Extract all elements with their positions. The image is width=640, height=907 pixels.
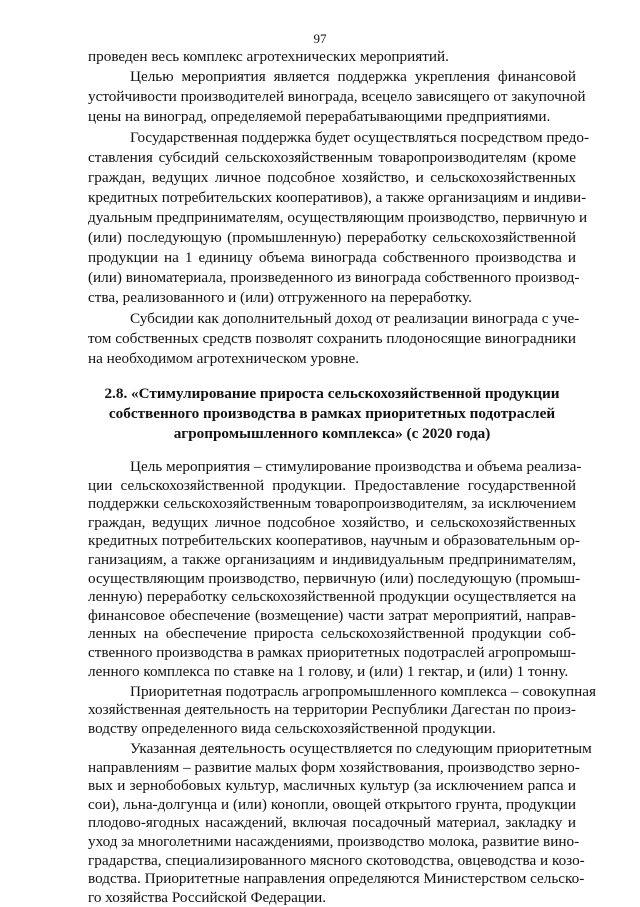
paragraph-line: ганизациям, а также организациям и индивидуальным предпринимателям,: [88, 551, 576, 568]
paragraph-line: устойчивости производителей винограда, всецело зависящего от закупочной: [88, 88, 586, 105]
paragraph-line: ленных на обеспечение прироста сельскохозяйственной продукции соб-: [88, 625, 576, 643]
section-heading-line: собственного производства в рамках приоритетных подотраслей: [108, 405, 556, 422]
paragraph-line: Цель мероприятия – стимулирование производства и объема реализа-: [130, 458, 582, 475]
paragraph-line: проведен весь комплекс агротехнических мероприятий.: [88, 48, 449, 65]
paragraph-line: на необходимом агротехническом уровне.: [88, 350, 360, 367]
paragraph-line: граждан, ведущих личное подсобное хозяйство, и сельскохозяйственных: [88, 169, 576, 186]
section-heading-line: агропромышленного комплекса» (с 2020 года): [173, 425, 491, 442]
paragraph-line: кредитных потребительских кооперативов, научным и образовательным ор-: [88, 532, 580, 550]
page-number: 97: [313, 31, 327, 46]
paragraph-line: Субсидии как дополнительный доход от реализации винограда с уче-: [130, 310, 580, 327]
paragraph-line: Государственная поддержка будет осуществляться посредством предо-: [130, 129, 589, 146]
paragraph-line: осуществляющим производство, первичную (или) последующую (промыш-: [88, 569, 581, 587]
paragraph-line: продукции на 1 единицу объема винограда собственного производства и: [88, 249, 576, 266]
paragraph-line: том собственных средств позволят сохранить плодоносящие виноградники: [88, 330, 576, 347]
paragraph-line: го хозяйства Российской Федерации.: [88, 888, 327, 906]
section-heading-line: 2.8. «Стимулирование прироста сельскохозяйственной продукции: [104, 385, 560, 402]
paragraph-line: плодово-ягодных насаждений, включая посадочный материал, закладку и: [88, 814, 576, 832]
paragraph-line: Целью мероприятия является поддержка укрепления финансовой: [130, 68, 576, 85]
paragraph-line: Приоритетная подотрасль агропромышленного комплекса – совокупная: [130, 682, 596, 700]
paragraph-line: ленного комплекса по ставке на 1 голову, и (или) 1 гектар, и (или) 1 тонну.: [88, 662, 569, 680]
paragraph-line: градарства, специализированного мясного скотоводства, овцеводства и козо-: [88, 851, 585, 869]
paragraph-line: ции сельскохозяйственной продукции. Предоставление государственной: [88, 476, 576, 494]
paragraph-line: уход за многолетними насаждениями, производство молока, развитие вино-: [88, 833, 580, 850]
paragraph-line: кредитных потребительских кооперативов), а также организациям и индиви-: [88, 189, 587, 206]
paragraph-line: ственного производства в рамках приоритетных подотраслей агропромыш-: [88, 644, 576, 661]
paragraph-line: Указанная деятельность осуществляется по следующим приоритетным: [130, 740, 592, 757]
paragraph-line: ставления субсидий сельскохозяйственным товаропроизводителям (кроме: [88, 149, 576, 166]
paragraph-line: граждан, ведущих личное подсобное хозяйство, и сельскохозяйственных: [88, 513, 576, 531]
paragraph-line: финансовое обеспечение (возмещение) части затрат мероприятий, направ-: [88, 606, 576, 624]
paragraph-line: ства, реализованного и (или) отгруженного на переработку.: [88, 289, 472, 306]
paragraph-line: водству определенного вида сельскохозяйственной продукции.: [88, 719, 496, 737]
paragraph-line: направлениям – развитие малых форм хозяйствования, производство зерно-: [88, 758, 580, 776]
paragraph-line: водства. Приоритетные направления определяются Министерством сельско-: [88, 870, 585, 888]
paragraph-line: (или) виноматериала, произведенного из винограда собственного производ-: [88, 269, 580, 286]
paragraph-line: ленную) переработку сельскохозяйственной продукции осуществляется на: [88, 588, 576, 606]
paragraph-line: вых и зернобобовых культур, масличных культур (за исключением рапса и: [88, 777, 576, 795]
paragraph-line: поддержки сельскохозяйственным товаропроизводителям, за исключением: [88, 495, 576, 513]
paragraph-line: сои), льна-долгунца и (или) конопли, овощей открытого грунта, продукции: [88, 795, 576, 813]
paragraph-line: дуальным предпринимателям, осуществляющим производство, первичную и: [88, 209, 588, 226]
paragraph-line: (или) последующую (промышленную) переработку сельскохозяйственной: [88, 229, 576, 246]
paragraph-line: хозяйственная деятельность на территории Республики Дагестан по произ-: [88, 701, 576, 719]
paragraph-line: цены на виноград, определяемой перерабатывающими предприятиями.: [88, 108, 551, 125]
